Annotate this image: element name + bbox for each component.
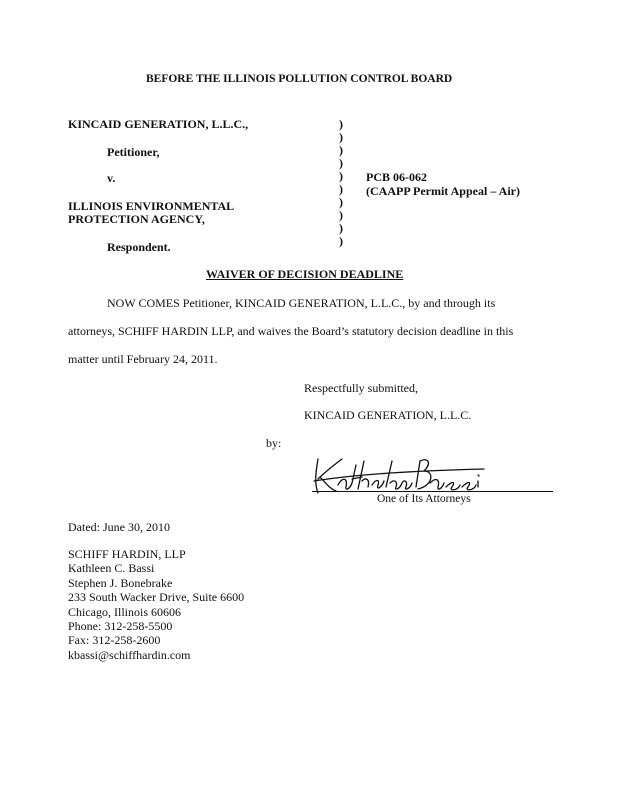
petitioner-role: Petitioner,	[107, 145, 160, 159]
paren: )	[339, 195, 343, 209]
page-heading: BEFORE THE ILLINOIS POLLUTION CONTROL BOARD	[146, 73, 453, 85]
document-title: WAIVER OF DECISION DEADLINE	[206, 267, 404, 281]
paren: )	[339, 117, 343, 131]
signature-caption: One of Its Attorneys	[377, 493, 471, 505]
petitioner-name: KINCAID GENERATION, L.L.C.,	[68, 117, 249, 131]
respondent-name-line2: PROTECTION AGENCY,	[68, 212, 205, 226]
signature-line	[312, 491, 553, 492]
dated-line: Dated: June 30, 2010	[68, 520, 170, 534]
paren: )	[339, 143, 343, 157]
case-number: PCB 06-062	[366, 170, 427, 184]
email-address: kbassi@schiffhardin.com	[68, 647, 191, 662]
by-label: by:	[266, 436, 282, 450]
versus-label: v.	[107, 171, 116, 185]
fax-number: Fax: 312-258-2600	[68, 633, 161, 648]
caption-parentheses	[339, 118, 343, 248]
respectfully-submitted: Respectfully submitted,	[304, 381, 418, 395]
respondent-name-line1: ILLINOIS ENVIRONMENTAL	[68, 199, 235, 213]
city-address: Chicago, Illinois 60606	[68, 604, 181, 619]
street-address: 233 South Wacker Drive, Suite 6600	[68, 590, 245, 605]
paren: )	[339, 182, 343, 196]
attorney-name: Stephen J. Bonebrake	[68, 575, 173, 590]
firm-address-block	[68, 547, 244, 662]
paren: )	[339, 234, 343, 248]
body-line-2: attorneys, SCHIFF HARDIN LLP, and waives the Board’s statutory decision deadline in this	[68, 324, 514, 338]
paren: )	[339, 169, 343, 183]
phone-number: Phone: 312-258-5500	[68, 619, 173, 634]
attorney-name: Kathleen C. Bassi	[68, 561, 155, 576]
paren: )	[339, 130, 343, 144]
body-line-1: NOW COMES Petitioner, KINCAID GENERATION, L.L.C., by and through its	[107, 296, 496, 310]
paren: )	[339, 156, 343, 170]
case-type: (CAAPP Permit Appeal – Air)	[366, 184, 520, 198]
signing-party: KINCAID GENERATION, L.L.C.	[304, 408, 472, 422]
paren: )	[339, 221, 343, 235]
respondent-role: Respondent.	[107, 240, 171, 254]
firm-name: SCHIFF HARDIN, LLP	[68, 547, 186, 561]
paren: )	[339, 208, 343, 222]
body-line-3: matter until February 24, 2011.	[68, 352, 218, 366]
